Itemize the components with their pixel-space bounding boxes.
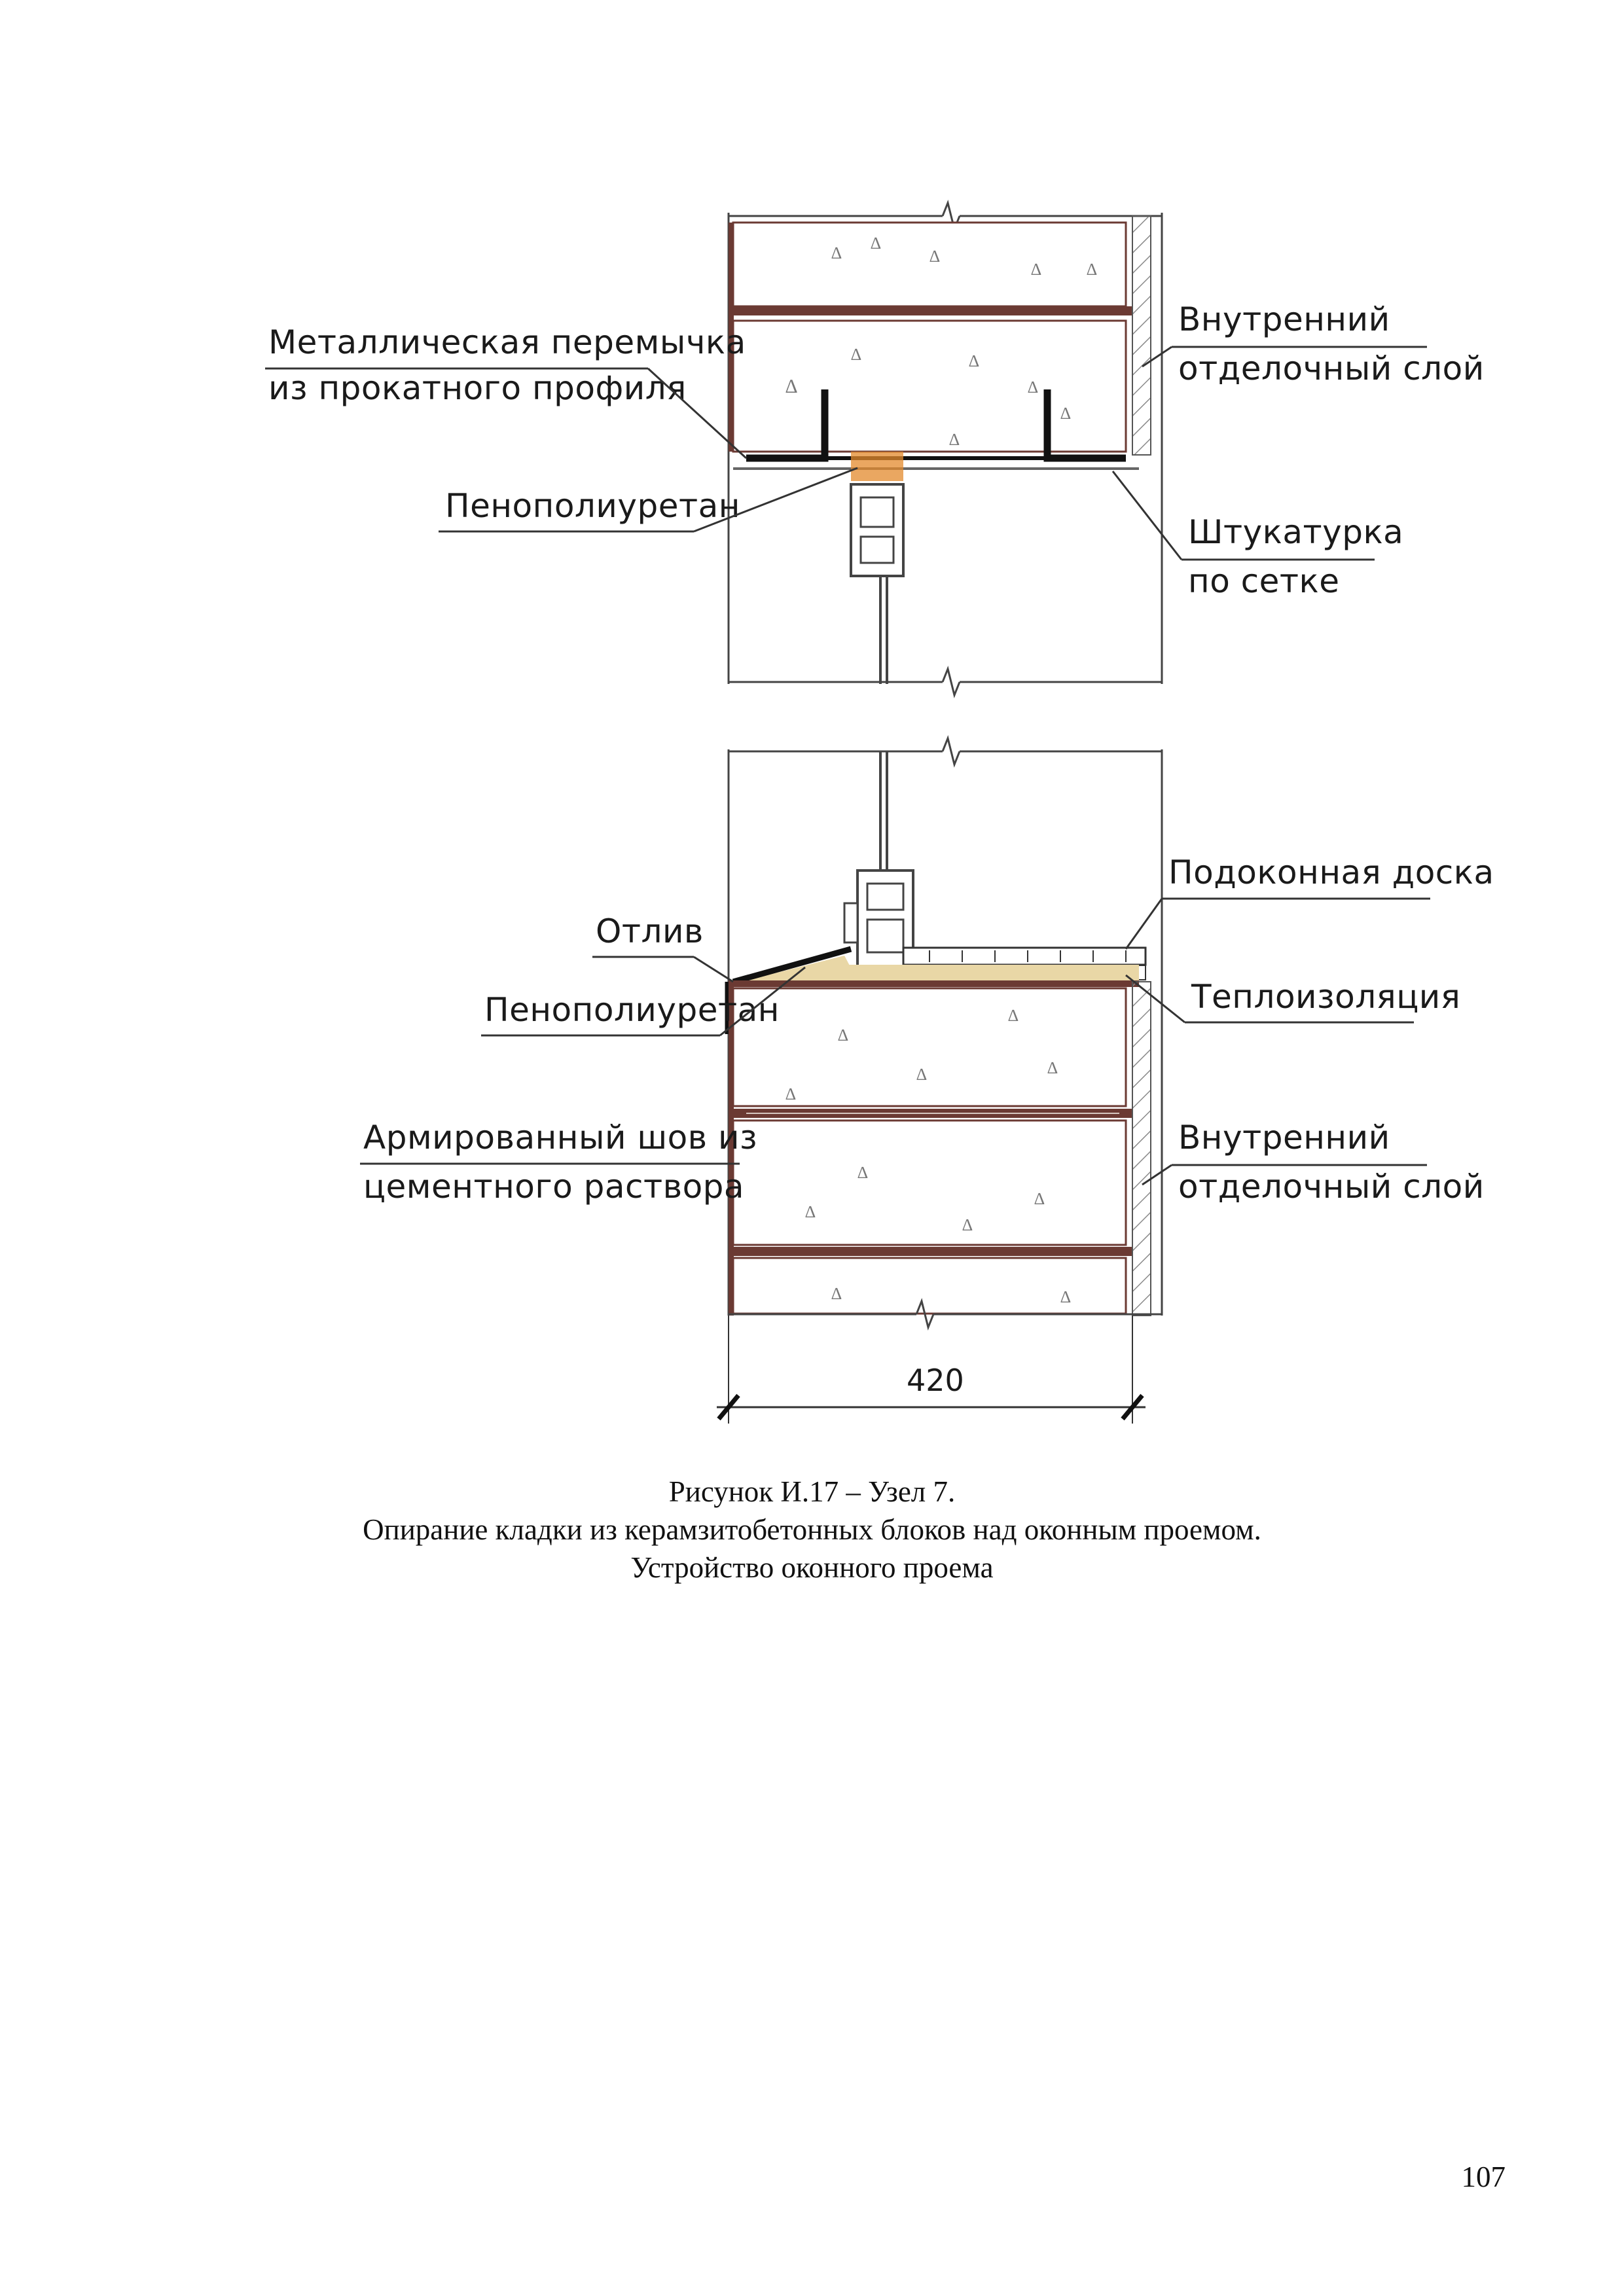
svg-text:∆: ∆ <box>1034 1189 1045 1208</box>
page-number: 107 <box>1461 2161 1506 2193</box>
svg-text:∆: ∆ <box>929 247 940 266</box>
concrete-block <box>733 988 1126 1106</box>
window-frame-head <box>851 484 903 684</box>
concrete-block <box>733 321 1126 452</box>
svg-text:∆: ∆ <box>785 1085 796 1103</box>
concrete-block <box>733 223 1126 306</box>
label-inner-bottom-line2: отделочный слой <box>1178 1168 1485 1206</box>
svg-text:∆: ∆ <box>831 1284 842 1303</box>
svg-text:∆: ∆ <box>916 1065 927 1084</box>
concrete-block <box>733 1258 1126 1314</box>
label-inner-top-line2: отделочный слой <box>1178 350 1485 387</box>
label-lintel: Металлическая перемычка <box>268 323 746 361</box>
mortar-joint <box>729 306 1132 315</box>
caption-title: Рисунок И.17 – Узел 7. <box>668 1475 956 1508</box>
svg-text:∆: ∆ <box>851 345 861 364</box>
svg-text:∆: ∆ <box>805 1202 816 1221</box>
svg-text:∆: ∆ <box>949 430 960 449</box>
label-plaster-line2: по сетке <box>1188 562 1340 600</box>
svg-text:∆: ∆ <box>1028 378 1038 397</box>
dimension-value: 420 <box>907 1363 964 1398</box>
label-insulation: Теплоизоляция <box>1191 978 1461 1016</box>
concrete-block <box>733 1121 1126 1245</box>
bottom-detail-sill <box>728 738 1162 1327</box>
svg-text:∆: ∆ <box>831 243 842 262</box>
svg-text:∆: ∆ <box>838 1026 848 1045</box>
caption-line3: Устройство оконного проема <box>630 1551 994 1584</box>
label-sill-board: Подоконная доска <box>1168 853 1494 891</box>
svg-text:∆: ∆ <box>785 376 798 397</box>
svg-text:∆: ∆ <box>1008 1006 1019 1025</box>
svg-text:∆: ∆ <box>857 1163 868 1182</box>
label-lintel-line2: из прокатного профиля <box>268 369 687 407</box>
top-detail-lintel <box>729 203 1162 695</box>
label-inner-top: Внутренний <box>1178 300 1390 338</box>
label-drip: Отлив <box>596 912 704 950</box>
svg-text:∆: ∆ <box>962 1215 973 1234</box>
inner-finishing-layer <box>1132 216 1151 455</box>
figure-caption <box>0 1473 1624 1587</box>
insulation-layer <box>825 965 1139 980</box>
mortar-joint <box>729 1247 1132 1256</box>
label-plaster: Штукатурка <box>1188 513 1404 551</box>
svg-text:∆: ∆ <box>1047 1058 1058 1077</box>
svg-text:∆: ∆ <box>1031 260 1041 279</box>
caption-line2: Опирание кладки из керамзитобетонных блоков над оконным проемом. <box>363 1513 1261 1546</box>
foam-sill <box>746 956 857 980</box>
label-inner-bottom: Внутренний <box>1178 1119 1390 1157</box>
svg-text:∆: ∆ <box>1060 1287 1071 1306</box>
svg-text:∆: ∆ <box>1060 404 1071 423</box>
label-foam-bottom: Пенополиуретан <box>484 991 780 1029</box>
label-foam-top: Пенополиуретан <box>445 487 740 525</box>
label-reinforced-joint: Армированный шов из <box>363 1119 758 1157</box>
inner-finishing-layer <box>1132 982 1151 1316</box>
label-reinforced-joint-line2: цементного раствора <box>363 1168 745 1206</box>
svg-text:∆: ∆ <box>969 351 979 370</box>
svg-text:∆: ∆ <box>1087 260 1097 279</box>
svg-text:∆: ∆ <box>871 234 881 253</box>
foam-head <box>851 452 903 481</box>
width-dimension <box>717 1316 1146 1424</box>
